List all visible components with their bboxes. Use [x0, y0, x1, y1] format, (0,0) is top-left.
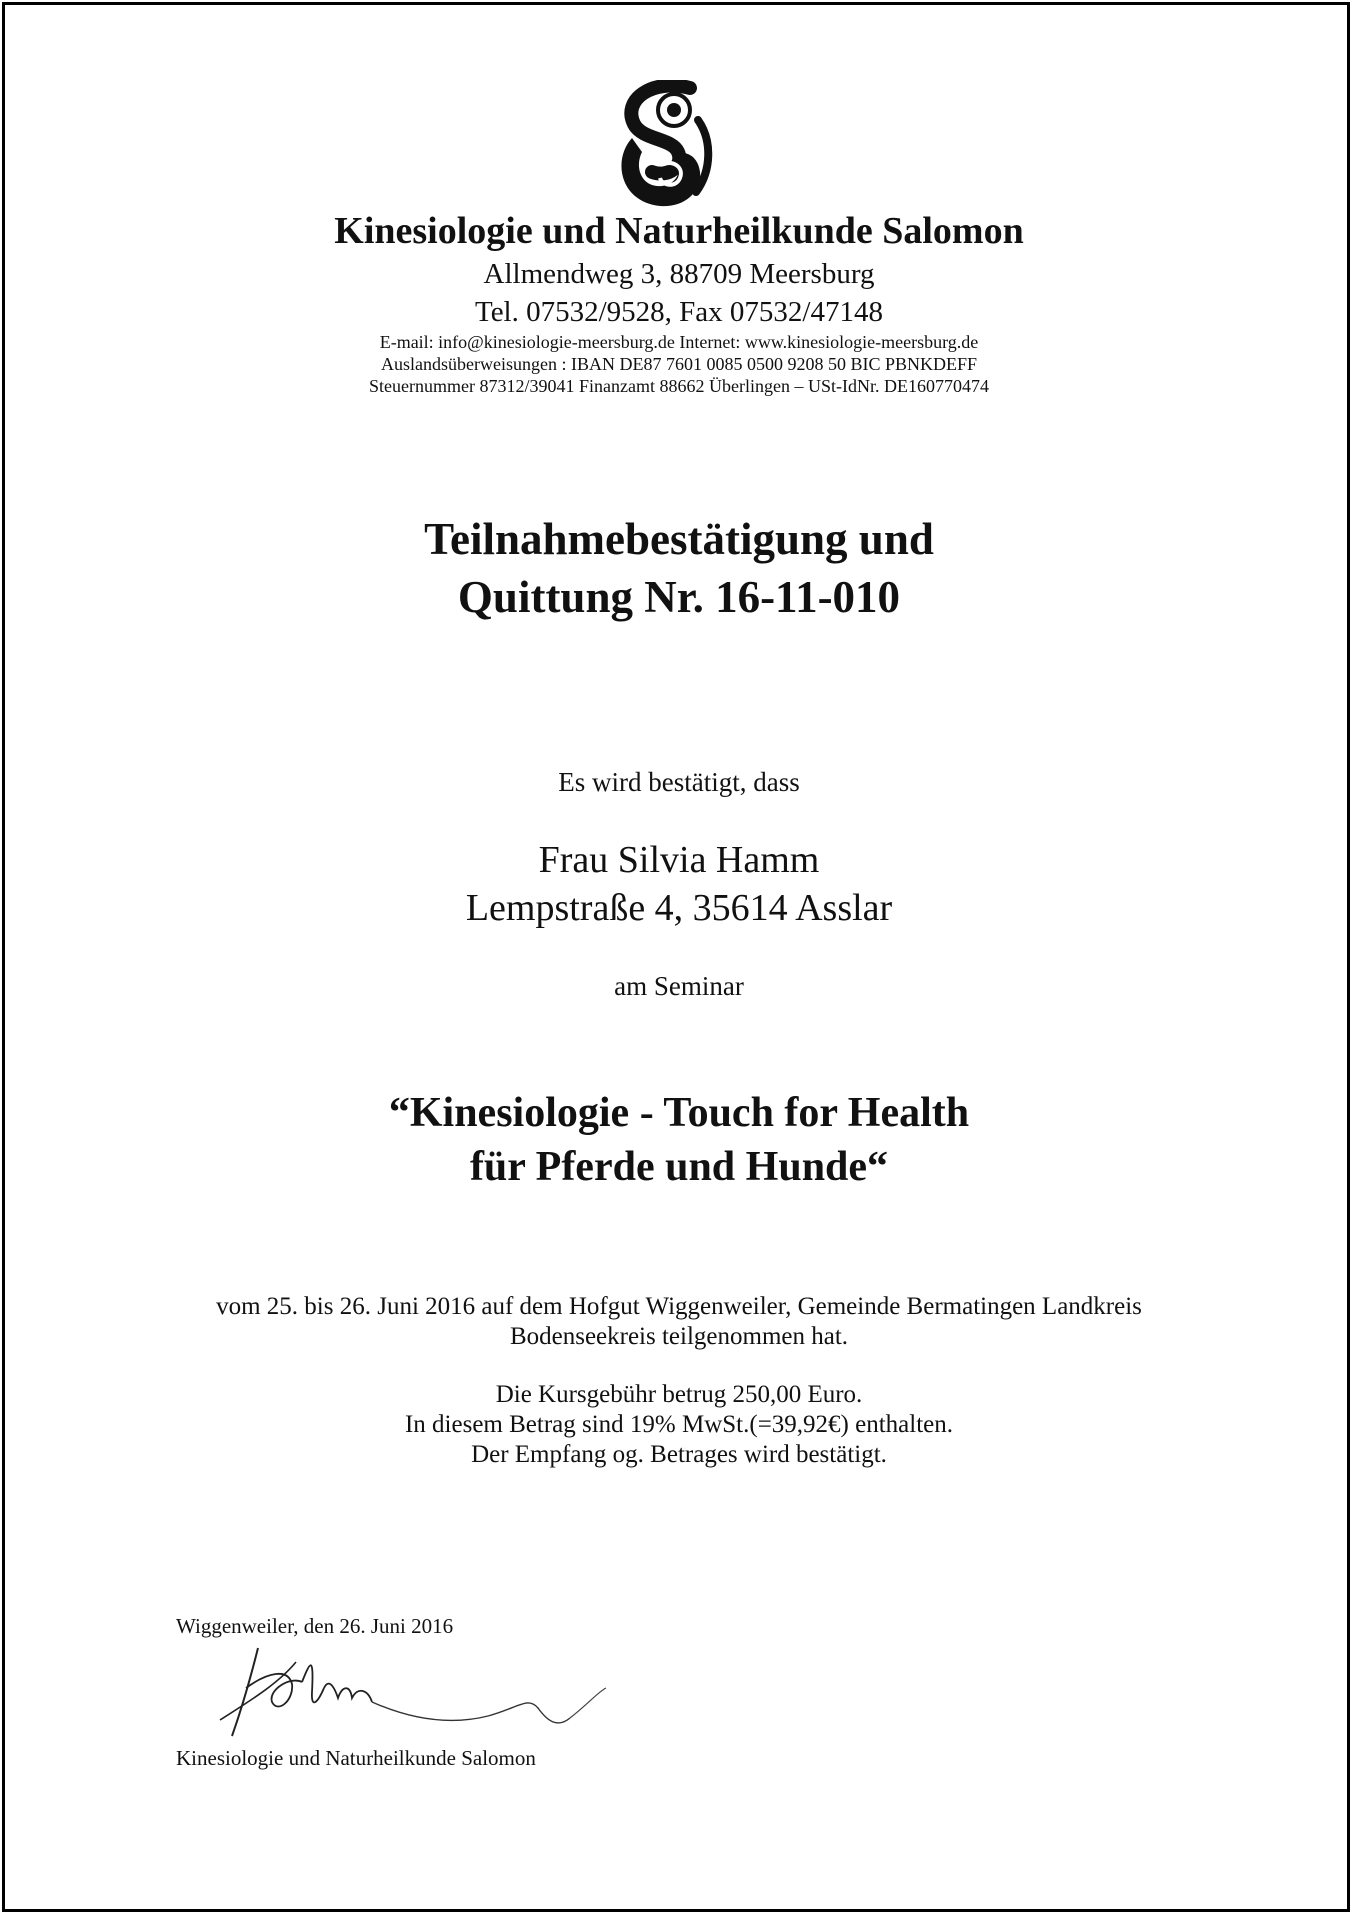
document-title: [0, 510, 1358, 626]
seminar-title: [0, 1086, 1358, 1194]
confirmation-intro: Es wird bestätigt, dass: [558, 767, 800, 797]
organization-address: Allmendweg 3, 88709 Meersburg: [483, 258, 875, 290]
document-title-line1: Teilnahmebestätigung und: [424, 514, 934, 564]
fee-line1: Die Kursgebühr betrug 250,00 Euro.: [495, 1381, 863, 1408]
seminar-details: [0, 1292, 1358, 1352]
fee-statement: [0, 1380, 1358, 1470]
organization-name: Kinesiologie und Naturheilkunde Salomon: [334, 210, 1024, 252]
recipient-address: Lempstraße 4, 35614 Asslar: [465, 887, 893, 929]
place-and-date: Wiggenweiler, den 26. Juni 2016: [176, 1614, 454, 1638]
organization-bank-details: Auslandsüberweisungen : IBAN DE87 7601 0085 0500 9208 50 BIC PBNKDEFF: [381, 354, 977, 374]
organization-phone-fax: Tel. 07532/9528, Fax 07532/47148: [475, 296, 883, 328]
seminar-details-line2: Bodenseekreis teilgenommen hat.: [509, 1323, 849, 1350]
document-title-line2: Quittung Nr. 16-11-010: [457, 572, 901, 622]
salomon-s-logo-icon: [612, 80, 722, 210]
fee-line2: In diesem Betrag sind 19% MwSt.(=39,92€) enthalten.: [404, 1411, 954, 1438]
organization-tax-details: Steuernummer 87312/39041 Finanzamt 88662 Überlingen – USt-IdNr. DE160770474: [369, 376, 989, 396]
recipient-name: Frau Silvia Hamm: [538, 839, 820, 881]
seminar-details-line1: vom 25. bis 26. Juni 2016 auf dem Hofgut Wiggenweiler, Gemeinde Bermatingen Landkreis: [216, 1293, 1142, 1320]
seminar-title-line1: “Kinesiologie - Touch for Health: [388, 1090, 970, 1136]
seminar-intro: am Seminar: [614, 971, 744, 1001]
fee-line3: Der Empfang og. Betrages wird bestätigt.: [471, 1441, 887, 1468]
organization-email-web: E-mail: info@kinesiologie-meersburg.de Internet: www.kinesiologie-meersburg.de: [379, 332, 979, 352]
handwritten-signature-icon: [218, 1632, 698, 1744]
signer-name: Kinesiologie und Naturheilkunde Salomon: [176, 1746, 536, 1770]
seminar-title-line2: für Pferde und Hunde“: [469, 1144, 889, 1190]
